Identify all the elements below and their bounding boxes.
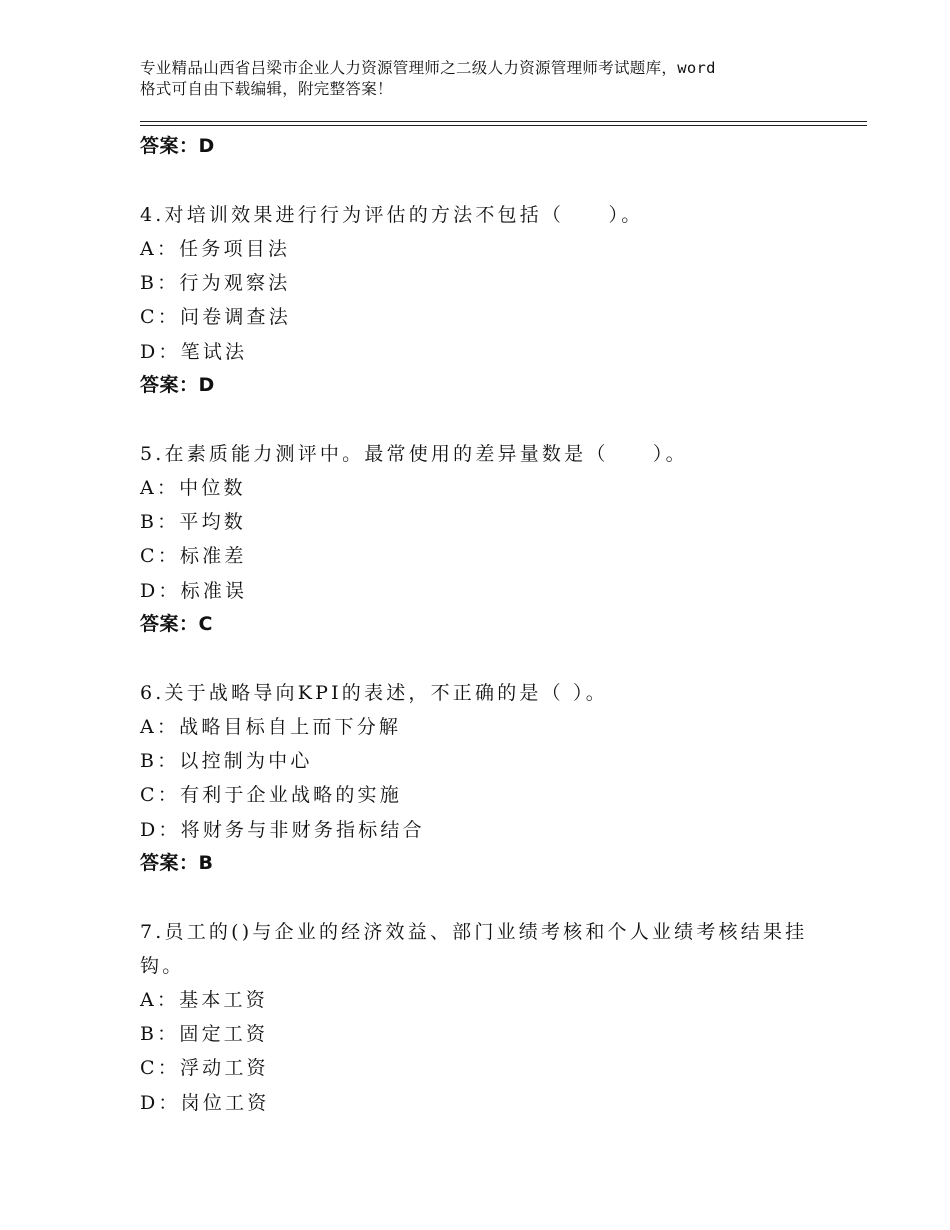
document-header bbox=[140, 58, 830, 100]
header-divider-top bbox=[140, 121, 867, 122]
question-5-option-c: C：标准差 bbox=[140, 545, 247, 567]
question-5-option-d: D：标准误 bbox=[140, 580, 248, 602]
question-7-stem-line-2: 钩。 bbox=[140, 955, 185, 977]
question-6-option-d: D：将财务与非财务指标结合 bbox=[140, 819, 425, 841]
question-7-stem-line-1: 7.员工的()与企业的经济效益、部门业绩考核和个人业绩考核结果挂 bbox=[140, 921, 808, 943]
question-6-option-c: C：有利于企业战略的实施 bbox=[140, 784, 402, 806]
header-divider-bottom bbox=[140, 125, 867, 126]
question-6-option-a: A：战略目标自上而下分解 bbox=[140, 716, 402, 738]
question-4-option-b: B：行为观察法 bbox=[140, 272, 291, 294]
answer-q4: 答案：D bbox=[140, 374, 215, 396]
question-7-option-b: B：固定工资 bbox=[140, 1023, 269, 1045]
question-7-option-d: D：岗位工资 bbox=[140, 1092, 270, 1114]
answer-q3: 答案：D bbox=[140, 135, 215, 157]
question-5-option-a: A：中位数 bbox=[140, 477, 246, 499]
question-4-option-c: C：问卷调查法 bbox=[140, 306, 291, 328]
question-7-option-c: C：浮动工资 bbox=[140, 1057, 269, 1079]
question-4-stem: 4.对培训效果进行行为评估的方法不包括（ ）。 bbox=[140, 204, 644, 226]
header-line-2: 格式可自由下载编辑，附完整答案！ bbox=[140, 80, 393, 98]
header-line-1: 专业精品山西省吕梁市企业人力资源管理师之二级人力资源管理师考试题库，word bbox=[140, 59, 716, 77]
question-6-stem: 6.关于战略导向KPI的表述，不正确的是（ ）。 bbox=[140, 682, 608, 704]
question-4-option-d: D：笔试法 bbox=[140, 341, 248, 363]
answer-q5: 答案：C bbox=[140, 613, 213, 635]
question-5-stem: 5.在素质能力测评中。最常使用的差异量数是（ ）。 bbox=[140, 443, 688, 465]
question-7-option-a: A：基本工资 bbox=[140, 989, 268, 1011]
question-6-option-b: B：以控制为中心 bbox=[140, 750, 313, 772]
question-4-option-a: A：任务项目法 bbox=[140, 238, 291, 260]
question-5-option-b: B：平均数 bbox=[140, 511, 246, 533]
answer-q6: 答案：B bbox=[140, 852, 214, 874]
